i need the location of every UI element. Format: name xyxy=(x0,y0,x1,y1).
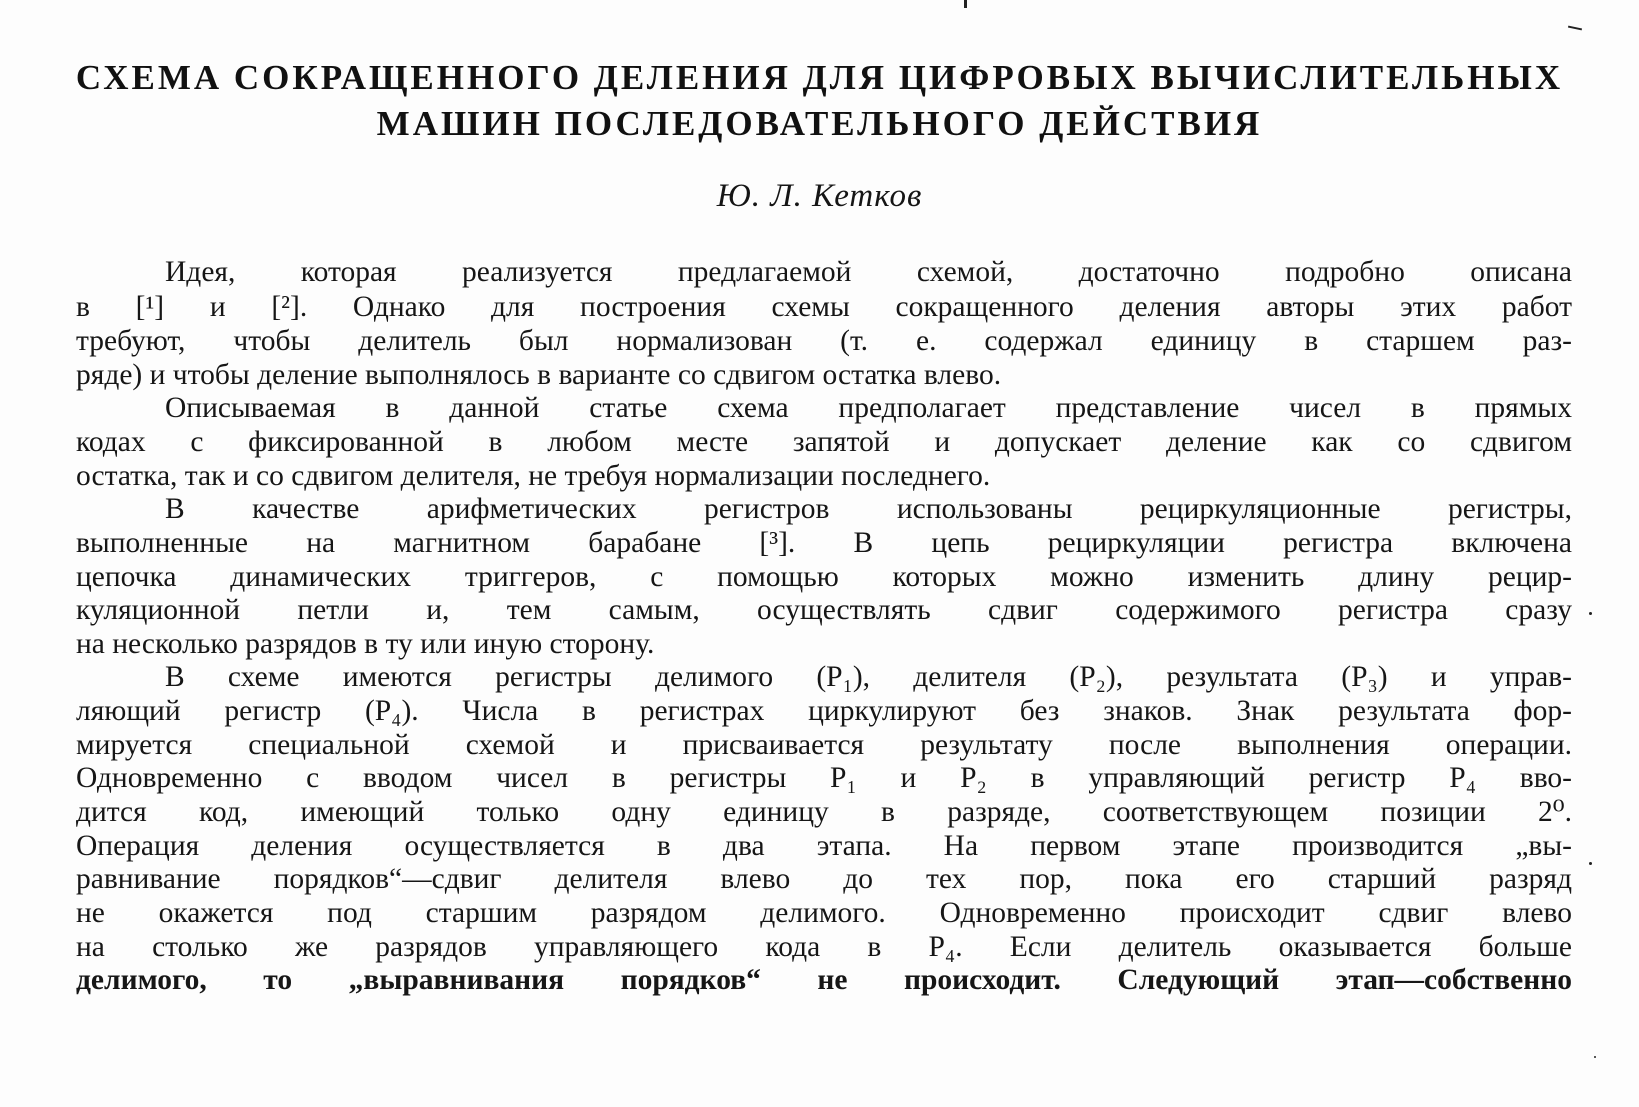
body-line-17: дится код, имеющий только одну единицу в разряде, соответствующем позиции 2⁰. xyxy=(76,796,1572,828)
body-line-9: выполненные на магнитном барабане [³]. В цепь рециркуляции регистра включена xyxy=(76,527,1572,559)
scan-speck xyxy=(1589,612,1592,615)
body-line-12: на несколько разрядов в ту или иную сторону. xyxy=(76,628,655,660)
body-line-16: Одновременно с вводом чисел в регистры P₁ и P₂ в управляющий регистр P₄ вво- xyxy=(76,762,1572,794)
body-line-5: Описываемая в данной статье схема предполагает представление чисел в прямых xyxy=(165,392,1572,424)
body-line-2: в [¹] и [²]. Однако для построения схемы сокращенного деления авторы этих работ xyxy=(76,291,1572,323)
body-line-6: кодах с фиксированной в любом месте запятой и допускает деление как со сдвигом xyxy=(76,426,1572,458)
body-line-21: на столько же разрядов управляющего кода в P₄. Если делитель оказывается больше xyxy=(76,931,1572,963)
scan-speck xyxy=(1594,1056,1596,1058)
body-line-22: делимого, то „выравнивания порядков“ не происходит. Следующий этап—собственно xyxy=(76,964,1572,996)
scan-speck xyxy=(1589,862,1592,865)
body-line-18: Операция деления осуществляется в два этапа. На первом этапе производится „вы- xyxy=(76,830,1572,862)
body-line-13: В схеме имеются регистры делимого (P₁), делителя (P₂), результата (P₃) и управ- xyxy=(165,661,1572,693)
body-line-19: равнивание порядков“—сдвиг делителя влево до тех пор, пока его старший разряд xyxy=(76,863,1572,895)
body-line-3: требуют, чтобы делитель был нормализован (т. е. содержал единицу в старшем раз- xyxy=(76,325,1572,357)
title-line-2: МАШИН ПОСЛЕДОВАТЕЛЬНОГО ДЕЙСТВИЯ xyxy=(376,104,1263,143)
body-line-11: куляционной петли и, тем самым, осуществлять сдвиг содержимого регистра сразу xyxy=(76,594,1572,626)
scan-speck xyxy=(964,0,967,8)
body-line-10: цепочка динамических триггеров, с помощью которых можно изменить длину рецир- xyxy=(76,561,1572,593)
body-line-15: мируется специальной схемой и присваивается результату после выполнения операции. xyxy=(76,729,1572,761)
title-line-1: СХЕМА СОКРАЩЕННОГО ДЕЛЕНИЯ ДЛЯ ЦИФРОВЫХ ВЫЧИСЛИТЕЛЬНЫХ xyxy=(75,58,1564,97)
body-line-4: ряде) и чтобы деление выполнялось в варианте со сдвигом остатка влево. xyxy=(76,359,1002,391)
body-line-8: В качестве арифметических регистров использованы рециркуляционные регистры, xyxy=(165,493,1572,525)
body-line-14: ляющий регистр (P₄). Числа в регистрах циркулируют без знаков. Знак результата фор- xyxy=(76,695,1572,727)
scan-speck xyxy=(1568,26,1582,31)
body-line-7: остатка, так и со сдвигом делителя, не требуя нормализации последнего. xyxy=(76,460,991,492)
body-line-20: не окажется под старшим разрядом делимого. Одновременно происходит сдвиг влево xyxy=(76,897,1572,929)
author-name: Ю. Л. Кетков xyxy=(716,178,923,214)
body-line-1: Идея, которая реализуется предлагаемой схемой, достаточно подробно описана xyxy=(165,256,1572,288)
